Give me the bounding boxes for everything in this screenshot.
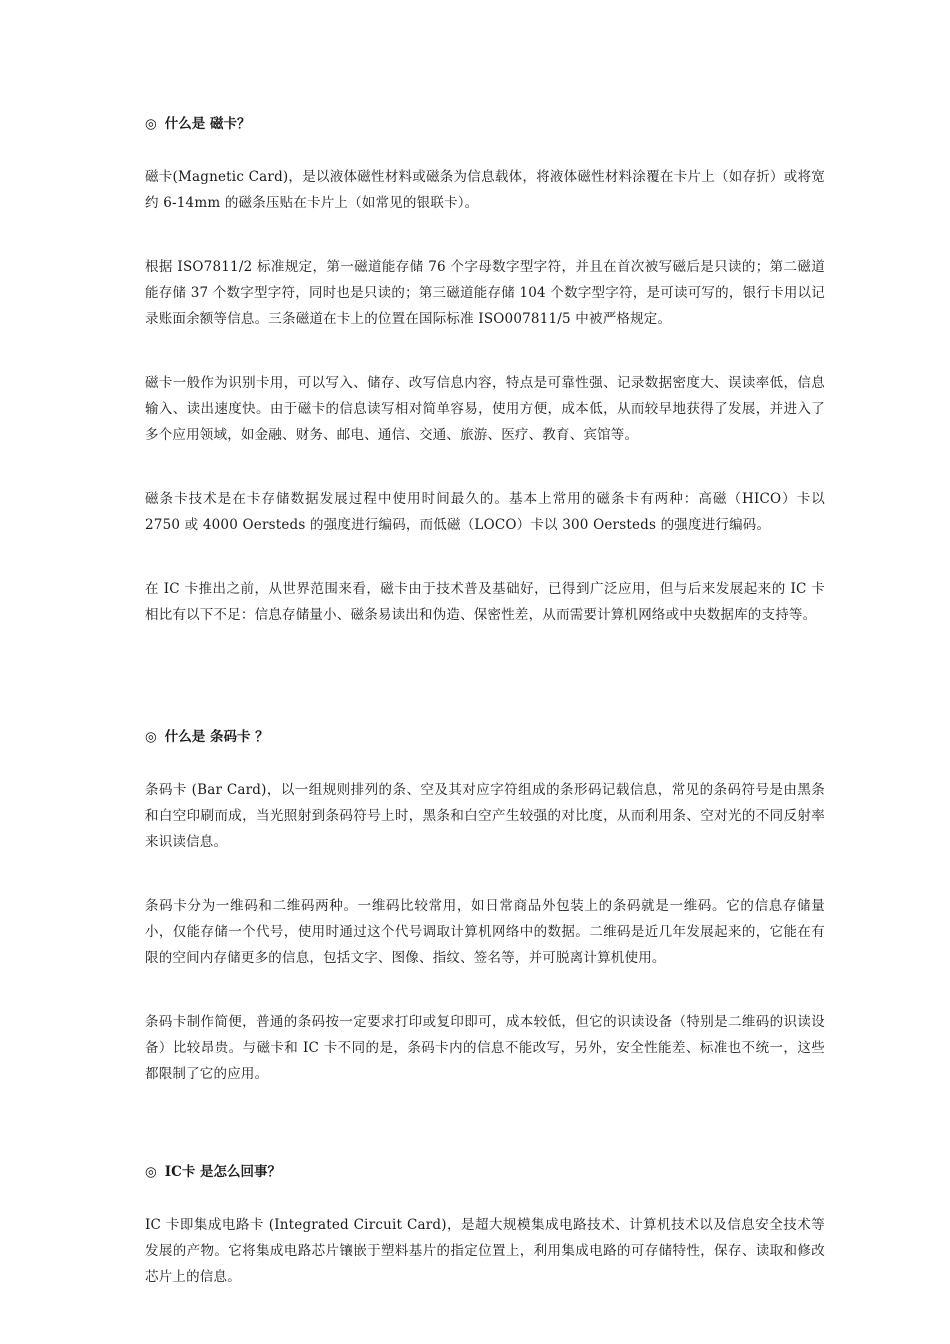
heading-text: IC卡 是怎么回事？ <box>164 1164 282 1180</box>
paragraph: IC 卡即集成电路卡 (Integrated Circuit Card)，是超大规模集成电路技术、计算机技术以及信息安全技术等发展的产物。它将集成电路芯片镶嵌于塑料基片的指定位置上，利用集成电路的可存储特性，保存、读取和修改芯片上的信息。 <box>145 1217 825 1285</box>
paragraph: 条码卡分为一维码和二维码两种。一维码比较常用，如日常商品外包装上的条码就是一维码。它的信息存储量小，仅能存储一个代号，使用时通过这个代号调取计算机网络中的数据。二维码是近几年发展起来的，它能在有限的空间内存储更多的信息，包括文字、图像、指纹、签名等，并可脱离计算机使用。 <box>145 898 825 966</box>
bullet-mark: ◎ <box>145 1164 157 1180</box>
bullet-mark: ◎ <box>145 729 157 745</box>
section-heading-magnetic-card <box>145 112 825 136</box>
paragraph: 条码卡 (Bar Card)，以一组规则排列的条、空及其对应字符组成的条形码记载信息，常见的条码符号是由黑条和白空印刷而成，当光照射到条码符号上时，黑条和白空产生较强的对比度，从而利用条、空对光的不同反射率来识读信息。 <box>145 782 825 850</box>
paragraph: 磁卡(Magnetic Card)，是以液体磁性材料或磁条为信息载体，将液体磁性材料涂覆在卡片上（如存折）或将宽约 6-14mm 的磁条压贴在卡片上（如常见的银联卡）。 <box>145 169 825 211</box>
section-heading-ic-card <box>145 1160 825 1184</box>
section-heading-bar-card <box>145 725 825 749</box>
paragraph: 条码卡制作简便，普通的条码按一定要求打印或复印即可，成本较低，但它的识读设备（特别是二维码的识读设备）比较昂贵。与磁卡和 IC 卡不同的是，条码卡内的信息不能改写，另外，安全性能差、标准也不统一，这些都限制了它的应用。 <box>145 1014 825 1082</box>
paragraph: 磁卡一般作为识别卡用，可以写入、储存、改写信息内容，特点是可靠性强、记录数据密度大、误读率低，信息输入、读出速度快。由于磁卡的信息读写相对简单容易，使用方便，成本低，从而较早地获得了发展，并进入了多个应用领域，如金融、财务、邮电、通信、交通、旅游、医疗、教育、宾馆等。 <box>145 375 825 443</box>
heading-text: 什么是 条码卡 ？ <box>164 729 269 745</box>
document-page <box>145 112 825 1290</box>
paragraph: 磁条卡技术是在卡存储数据发展过程中使用时间最久的。基本上常用的磁条卡有两种：高磁（HICO）卡以 2750 或 4000 Oersteds 的强度进行编码，而低磁（LOCO）卡以 300 Oersteds 的强度进行编码。 <box>145 491 825 533</box>
paragraph: 根据 ISO7811/2 标准规定，第一磁道能存储 76 个字母数字型字符，并且在首次被写磁后是只读的；第二磁道能存储 37 个数字型字符，同时也是只读的；第三磁道能存储 104 个数字型字符，是可读可写的，银行卡用以记录账面余额等信息。三条磁道在卡上的位置在国际标准 ISO007811/5 中被严格规定。 <box>145 259 825 327</box>
bullet-mark: ◎ <box>145 116 157 132</box>
heading-text: 什么是 磁卡？ <box>164 116 251 132</box>
paragraph: 在 IC 卡推出之前，从世界范围来看，磁卡由于技术普及基础好，已得到广泛应用，但与后来发展起来的 IC 卡相比有以下不足：信息存储量小、磁条易读出和伪造、保密性差，从而需要计算机网络或中央数据库的支持等。 <box>145 581 825 623</box>
